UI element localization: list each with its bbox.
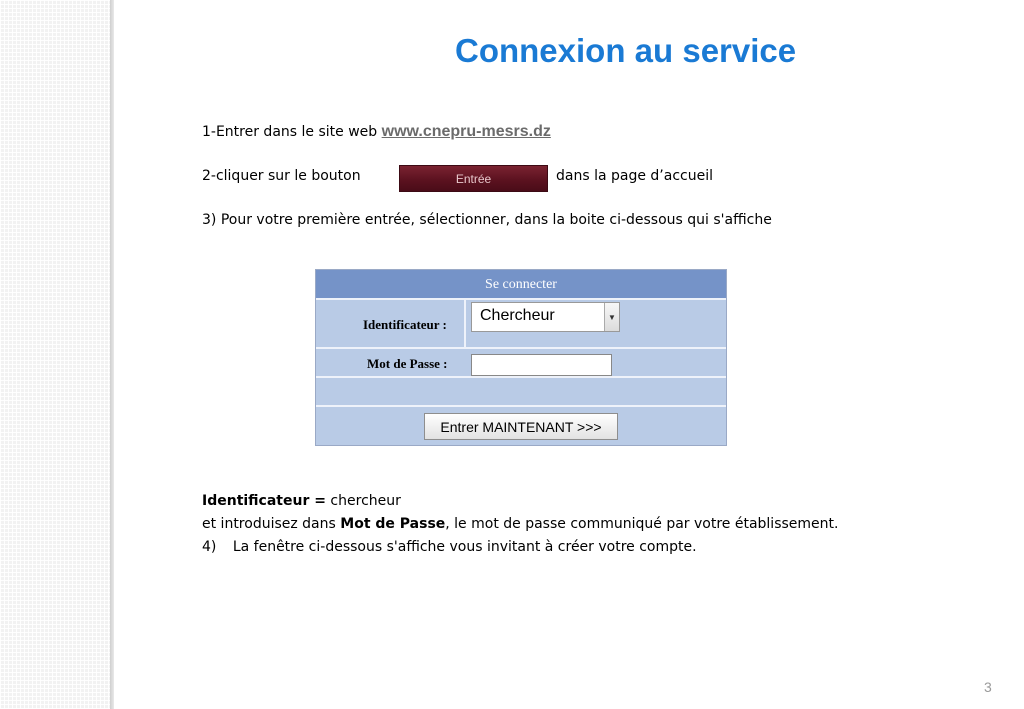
chevron-down-icon[interactable]: ▼ — [604, 303, 619, 331]
identifier-note-value: chercheur — [325, 493, 401, 509]
password-note-bold: Mot de Passe — [340, 516, 446, 532]
page-number: 3 — [984, 679, 992, 695]
step-1-text: 1-Entrer dans le site web — [202, 124, 378, 140]
row-divider — [316, 347, 726, 349]
step-4 — [202, 539, 697, 555]
step-4-text: La fenêtre ci-dessous s'affiche vous invitant à créer votre compte. — [232, 539, 697, 555]
step-2-suffix: dans la page d’accueil — [556, 168, 713, 184]
step-3: 3) Pour votre première entrée, sélectionner, dans la boite ci-dessous qui s'affiche — [202, 212, 772, 228]
decorative-side-pattern — [0, 0, 112, 709]
step-2-prefix: 2-cliquer sur le bouton — [202, 168, 361, 184]
password-field[interactable] — [471, 354, 612, 376]
login-header: Se connecter — [316, 270, 726, 299]
side-divider — [110, 0, 114, 709]
id-label: Identificateur : — [363, 317, 447, 332]
id-select-value: Chercheur — [480, 307, 555, 324]
page-title: Connexion au service — [455, 32, 797, 69]
identifier-note-bold: Identificateur = — [202, 493, 326, 509]
column-divider — [464, 299, 466, 347]
step-1 — [202, 123, 551, 141]
row-divider — [316, 405, 726, 407]
row-divider — [316, 376, 726, 378]
password-note-prefix: et introduisez dans — [202, 516, 341, 532]
login-form — [315, 269, 727, 446]
entree-button[interactable]: Entrée — [399, 165, 548, 192]
id-select[interactable] — [471, 302, 620, 332]
submit-button[interactable]: Entrer MAINTENANT >>> — [424, 413, 618, 440]
password-note — [202, 516, 838, 532]
identifier-note — [202, 493, 401, 509]
step-4-number: 4) — [202, 539, 217, 555]
password-note-suffix: , le mot de passe communiqué par votre établissement. — [445, 516, 839, 532]
password-label: Mot de Passe : — [367, 356, 448, 371]
site-link[interactable]: www.cnepru-mesrs.dz — [381, 123, 551, 140]
row-divider — [316, 298, 726, 300]
